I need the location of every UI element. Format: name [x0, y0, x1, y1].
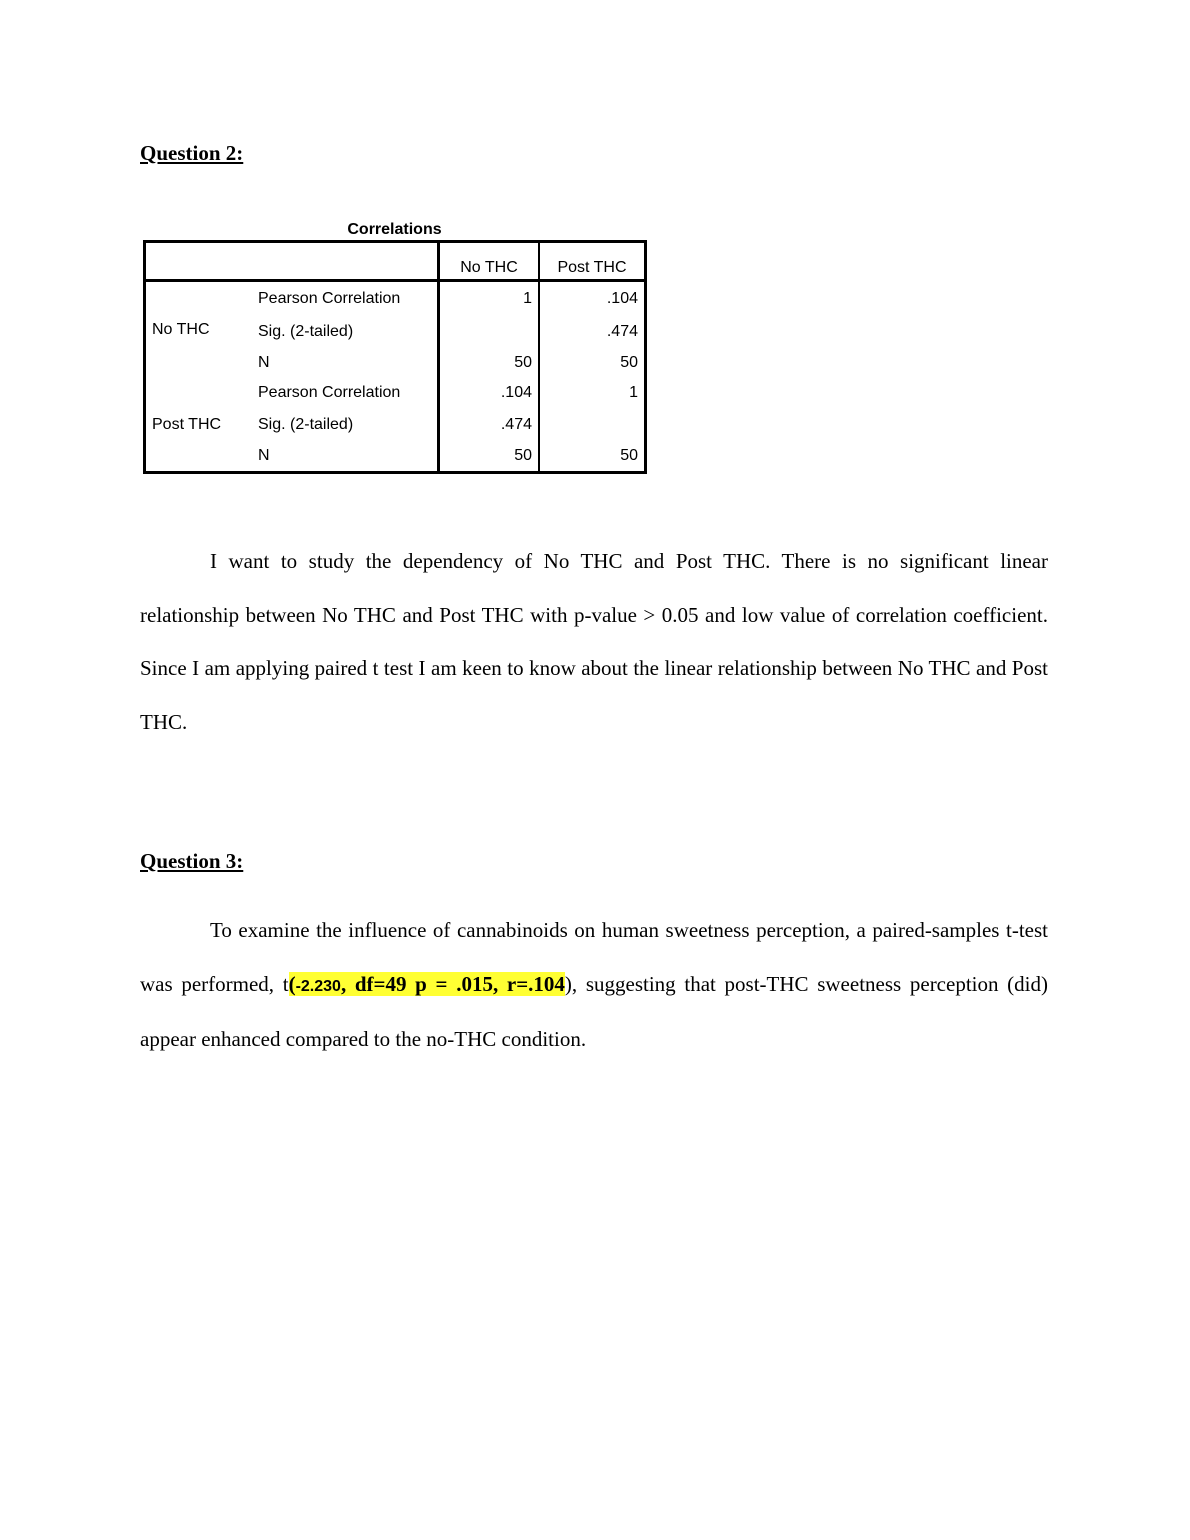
table-row — [145, 378, 646, 408]
stat-label: N — [258, 447, 270, 464]
stat-label: N — [258, 354, 270, 371]
question-2-paragraph — [140, 535, 1048, 749]
cell-value: 1 — [539, 378, 646, 408]
stat-label: Pearson Correlation — [258, 289, 401, 307]
row-group-label-no-thc: No THC — [152, 321, 210, 338]
cell-value: 50 — [539, 348, 646, 378]
question-3-text-after: ), suggesting that post-THC sweetness perception (did) appear enhanced compared to the no-THC condition. — [140, 971, 1048, 1051]
stat-label: Sig. (2-tailed) — [258, 415, 354, 433]
cell-value: 1 — [439, 281, 540, 316]
question-3-paragraph — [140, 904, 1048, 1067]
cell-value — [439, 315, 540, 348]
header-blank-cell — [145, 242, 253, 281]
question-3-text-before: To examine the influence of cannabinoids on human sweetness perception, a paired-samples t-test was performed, t — [140, 918, 1048, 996]
column-header-post-thc: Post THC — [539, 242, 646, 281]
table-caption: Correlations — [347, 221, 442, 238]
question-3-heading: Question 3: — [140, 849, 244, 873]
cell-value: .104 — [439, 378, 540, 408]
highlight-open-paren: ( — [288, 971, 296, 996]
table-row — [145, 281, 646, 316]
cell-value: .474 — [439, 408, 540, 441]
row-group-label-post-thc: Post THC — [152, 415, 222, 433]
stat-label: Pearson Correlation — [258, 384, 401, 401]
stat-label: Sig. (2-tailed) — [258, 322, 354, 340]
table-header-row — [145, 242, 646, 281]
highlighted-statistics — [289, 972, 565, 996]
cell-value: 50 — [439, 348, 540, 378]
header-blank-cell — [252, 242, 439, 281]
cell-value: 50 — [539, 441, 646, 473]
statistics-rest: , df=49 p = .015, r=.104 — [340, 971, 565, 996]
cell-value — [539, 408, 646, 441]
question-2-heading: Question 2: — [140, 141, 244, 165]
correlations-table — [143, 240, 647, 474]
column-header-no-thc: No THC — [439, 242, 540, 281]
cell-value: 50 — [439, 441, 540, 473]
t-statistic-value: -2.230 — [295, 977, 341, 995]
question-2-text: I want to study the dependency of No THC and Post THC. There is no significant linear relationship between No THC and Post THC with p-value > 0.05 and low value of correlation coefficient. Since I am applying paired t test I am keen to know about the linear relationship between No THC and Post THC. — [140, 549, 1048, 734]
cell-value: .474 — [539, 315, 646, 348]
cell-value: .104 — [539, 281, 646, 316]
